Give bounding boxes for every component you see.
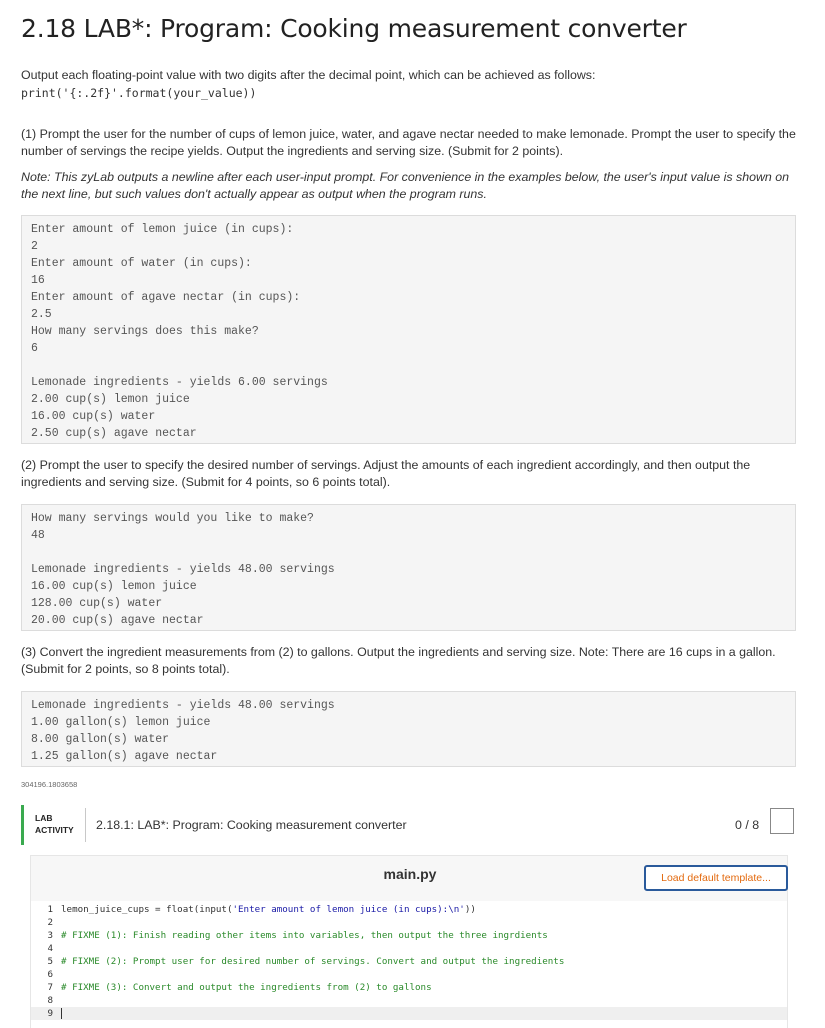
- example2-output: 16.00 cup(s) lemon juice: [31, 580, 197, 593]
- load-default-template-button[interactable]: Load default template...: [644, 865, 788, 891]
- lab-activity-label: [35, 812, 74, 836]
- example2-line: 48: [31, 529, 45, 542]
- line-number: 5: [47, 956, 53, 967]
- line-number: 2: [47, 917, 53, 928]
- intro-text: Output each floating-point value with two digits after the decimal point, which can be achieved as follows:: [21, 68, 596, 82]
- example1-output: 2.00 cup(s) lemon juice: [31, 393, 190, 406]
- code-token: lemon_juice_cups = float(input(: [61, 904, 233, 915]
- page-title: 2.18 LAB*: Program: Cooking measurement converter: [21, 14, 687, 43]
- example1-line: Enter amount of water (in cups):: [31, 257, 252, 270]
- example1-output: Lemonade ingredients - yields 6.00 servings: [31, 376, 328, 389]
- text-cursor: [61, 1008, 62, 1019]
- code-line[interactable]: [31, 929, 787, 942]
- line-number: 6: [47, 969, 53, 980]
- code-string: 'Enter amount of lemon juice (in cups):\n': [232, 904, 465, 915]
- example1-line: 16: [31, 274, 45, 287]
- code-editor[interactable]: [31, 901, 787, 1028]
- lab-title: 2.18.1: LAB*: Program: Cooking measurement converter: [96, 818, 407, 832]
- code-line[interactable]: [31, 968, 787, 981]
- lab-label-line2: ACTIVITY: [35, 825, 74, 835]
- intro-code: print('{:.2f}'.format(your_value)): [21, 86, 257, 100]
- code-token: )): [464, 904, 476, 915]
- example1-output: 2.50 cup(s) agave nectar: [31, 427, 197, 440]
- line-number: 4: [47, 943, 53, 954]
- file-name: main.py: [383, 866, 437, 882]
- line-number: 7: [47, 982, 53, 993]
- completion-checkbox-icon: [770, 808, 794, 834]
- example1-box: [21, 215, 796, 444]
- code-line[interactable]: [31, 942, 787, 955]
- line-number: 9: [47, 1008, 53, 1019]
- example1-line: 2: [31, 240, 38, 253]
- code-comment: # FIXME (1): Finish reading other items into variables, then output the three ingrdients: [61, 930, 548, 941]
- code-line[interactable]: [31, 981, 787, 994]
- code-editor-panel: [30, 855, 788, 1028]
- activity-identifier: 304196.1803658: [21, 780, 78, 789]
- lab-label-line1: LAB: [35, 813, 53, 823]
- example2-line: How many servings would you like to make?: [31, 512, 314, 525]
- example1-line: Enter amount of agave nectar (in cups):: [31, 291, 301, 304]
- code-comment: # FIXME (3): Convert and output the ingredients from (2) to gallons: [61, 982, 432, 993]
- example2-output: Lemonade ingredients - yields 48.00 servings: [31, 563, 335, 576]
- example2-output: 20.00 cup(s) agave nectar: [31, 614, 204, 627]
- code-line[interactable]: [31, 903, 787, 916]
- line-number: 8: [47, 995, 53, 1006]
- example3-output: Lemonade ingredients - yields 48.00 servings: [31, 699, 335, 712]
- example1-line: 6: [31, 342, 38, 355]
- example3-output: 1.00 gallon(s) lemon juice: [31, 716, 211, 729]
- code-line[interactable]: [31, 994, 787, 1007]
- step3-text: (3) Convert the ingredient measurements from (2) to gallons. Output the ingredients and serving size. Note: There are 16 cups in a gallon. (Submit for 2 points, so 8 points total).: [21, 645, 776, 676]
- example2-output: 128.00 cup(s) water: [31, 597, 163, 610]
- note-text: Note: This zyLab outputs a newline after each user-input prompt. For convenience in the examples below, the user's input value is shown on the next line, but such values don't actually appear as output when the program runs.: [21, 170, 790, 201]
- example3-output: 1.25 gallon(s) agave nectar: [31, 750, 218, 763]
- example3-output: 8.00 gallon(s) water: [31, 733, 170, 746]
- divider: [85, 808, 86, 842]
- example1-output: 16.00 cup(s) water: [31, 410, 156, 423]
- code-comment: # FIXME (2): Prompt user for desired number of servings. Convert and output the ingredients: [61, 956, 565, 967]
- step1-text: (1) Prompt the user for the number of cups of lemon juice, water, and agave nectar needed to make lemonade. Prompt the user to specify the number of servings the recipe yields. Output the ingredients and serving size. (Submit for 2 points).: [21, 127, 796, 158]
- example1-line: 2.5: [31, 308, 52, 321]
- lab-score: 0 / 8: [735, 818, 760, 832]
- code-line[interactable]: [31, 955, 787, 968]
- example2-box: [21, 504, 796, 631]
- example1-line: How many servings does this make?: [31, 325, 259, 338]
- code-line-active[interactable]: [31, 1007, 787, 1020]
- lab-activity-header: [21, 805, 796, 845]
- code-line[interactable]: [31, 916, 787, 929]
- line-number: 3: [47, 930, 53, 941]
- example1-line: Enter amount of lemon juice (in cups):: [31, 223, 294, 236]
- line-number: 1: [47, 904, 53, 915]
- step2-text: (2) Prompt the user to specify the desired number of servings. Adjust the amounts of each ingredient accordingly, and then output the ingredients and serving size. (Submit for 4 points, so 6 points total).: [21, 458, 751, 489]
- example3-box: [21, 691, 796, 767]
